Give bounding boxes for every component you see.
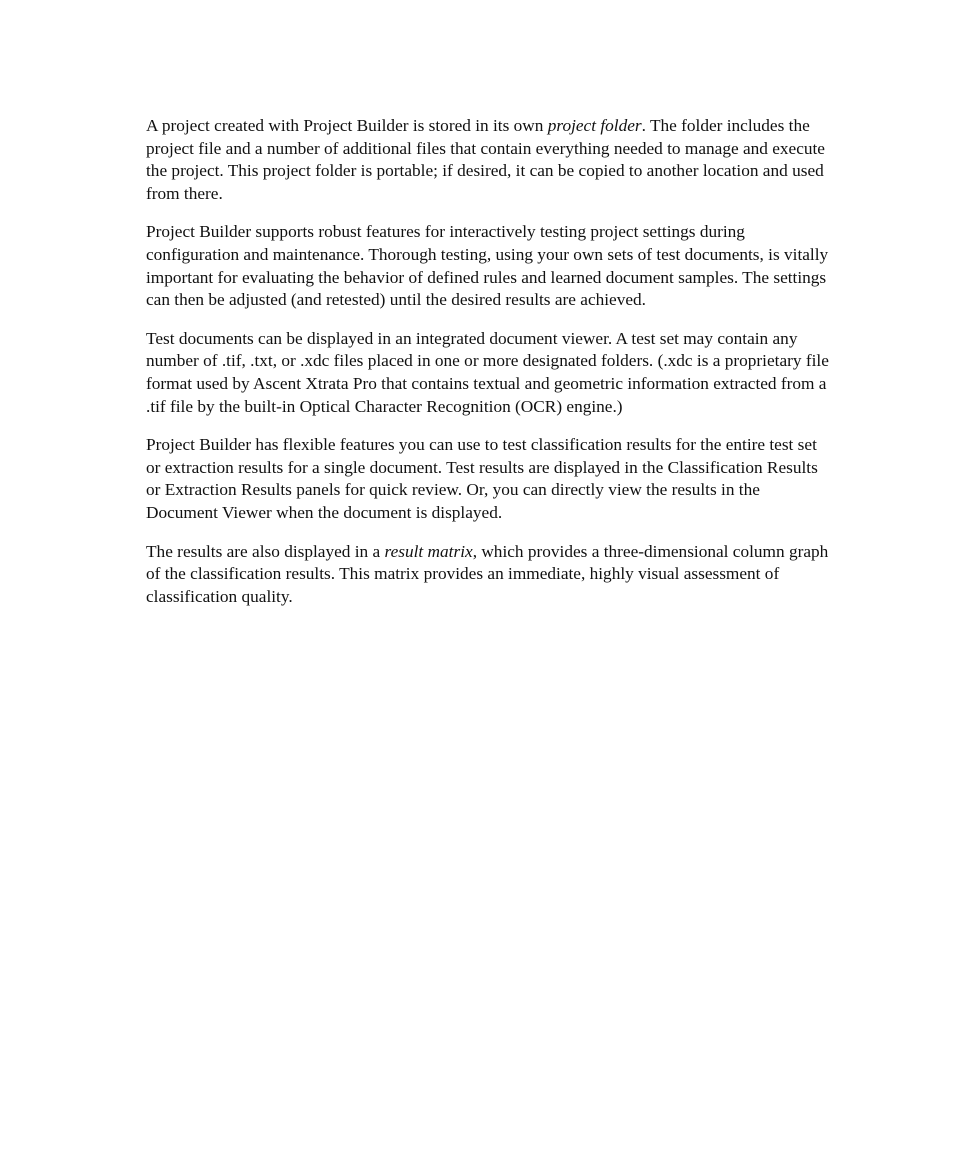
paragraph-text: , which provides a three-dimensional column graph of the classification results. This matrix provides an immediate, highly visual assessment of classification quality.: [146, 541, 829, 606]
document-page: [146, 115, 830, 624]
emphasis-project-folder: project folder: [547, 116, 642, 135]
paragraph-test-documents: Test documents can be displayed in an integrated document viewer. A test set may contain any number of .tif, .txt, or .xdc files placed in one or more designated folders. (.xdc is a proprietary file format used by Ascent Xtrata Pro that contains textual and geometric information extracted from a .tif file by the built-in Optical Character Recognition (OCR) engine.): [146, 328, 829, 416]
paragraph-testing-features: Project Builder supports robust features for interactively testing project settings during configuration and maintenance. Thorough testing, using your own sets of test documents, is vitally important for evaluating the behavior of defined rules and learned document samples. The settings can then be adjusted (and retested) until the desired results are achieved.: [146, 222, 829, 310]
paragraph-project-folder: [146, 115, 830, 205]
paragraph-text: A project created with Project Builder is stored in its own: [146, 116, 548, 135]
paragraph-text: . The folder includes the project file and a number of additional files that contain everything needed to manage and execute the project. This project folder is portable; if desired, it can be copied to another location and used from there.: [146, 116, 825, 203]
emphasis-result-matrix: result matrix: [384, 541, 473, 561]
paragraph-classification-results: Project Builder has flexible features you can use to test classification results for the entire test set or extraction results for a single document. Test results are displayed in the Classification Results or Extraction Results panels for quick review. Or, you can directly view the results in the Document Viewer when the document is displayed.: [146, 435, 818, 522]
paragraph-result-matrix: [146, 541, 830, 609]
paragraph-text: The results are also displayed in a: [146, 541, 385, 561]
